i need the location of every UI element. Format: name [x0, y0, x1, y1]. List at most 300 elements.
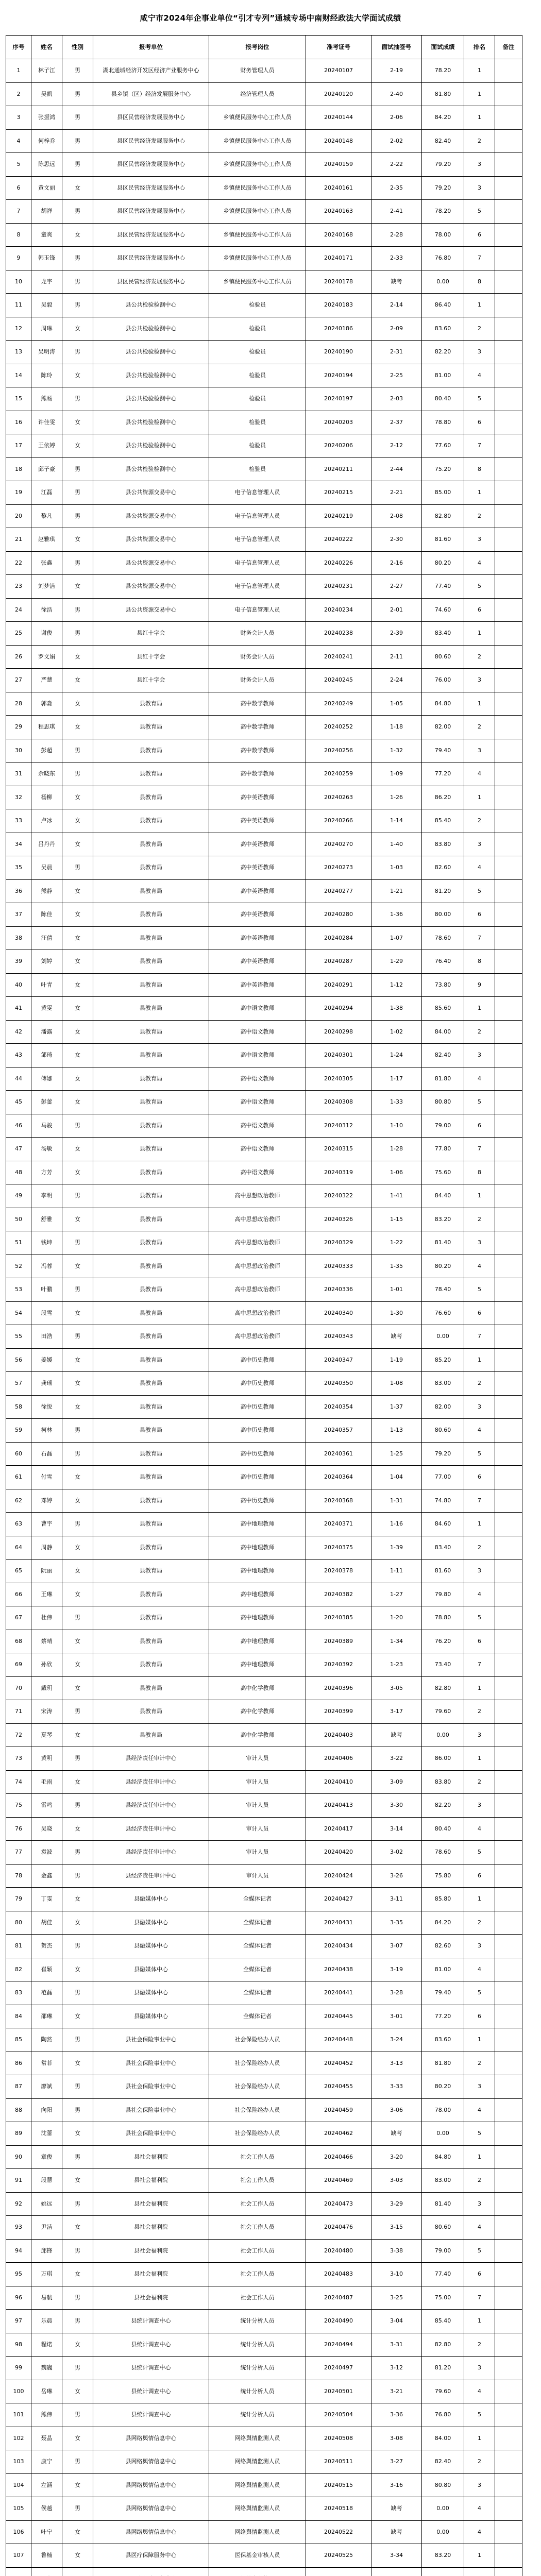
cell-draw-no: 3-08 [371, 2427, 422, 2451]
cell-score: 78.60 [422, 1841, 464, 1865]
cell-position: 审计人员 [209, 1818, 306, 1841]
cell-position: 高中历史教师 [209, 1349, 306, 1372]
cell-seq: 65 [6, 1560, 31, 1583]
cell-rank: 2 [464, 1372, 495, 1396]
cell-note [495, 83, 522, 107]
cell-name: 刘婷 [31, 950, 62, 974]
cell-seq: 101 [6, 2403, 31, 2427]
cell-score: 86.00 [422, 1747, 464, 1771]
table-row [6, 1747, 522, 1771]
cell-rank: 4 [464, 856, 495, 880]
cell-unit: 县融媒体中心 [93, 1911, 209, 1935]
cell-score: 82.40 [422, 2450, 464, 2474]
cell-gender: 女 [62, 1724, 93, 1748]
cell-score: 84.20 [422, 106, 464, 130]
cell-unit: 县教育局 [93, 809, 209, 833]
cell-name: 张振鸿 [31, 106, 62, 130]
cell-ticket-no: 20240263 [306, 786, 371, 810]
cell-note [495, 1911, 522, 1935]
cell-name: 王琳 [31, 1583, 62, 1607]
cell-draw-no: 2-19 [371, 59, 422, 83]
cell-rank: 2 [464, 716, 495, 739]
cell-seq: 11 [6, 294, 31, 317]
cell-ticket-no: 20240343 [306, 1325, 371, 1349]
cell-position: 医保基金审核人员 [209, 2544, 306, 2568]
cell-rank: 4 [464, 364, 495, 388]
cell-rank: 2 [464, 1021, 495, 1044]
cell-ticket-no: 20240294 [306, 997, 371, 1021]
cell-position: 网络舆情监测人员 [209, 2450, 306, 2474]
cell-gender: 男 [62, 2193, 93, 2216]
cell-draw-no: 1-37 [371, 1396, 422, 1419]
cell-gender: 女 [62, 646, 93, 669]
cell-unit: 县教育局 [93, 1724, 209, 1748]
cell-gender: 女 [62, 950, 93, 974]
cell-score: 74.80 [422, 1489, 464, 1513]
cell-draw-no: 1-30 [371, 1302, 422, 1326]
cell-draw-no: 3-31 [371, 2333, 422, 2357]
cell-ticket-no: 20240120 [306, 83, 371, 107]
cell-score: 78.00 [422, 2099, 464, 2123]
cell-rank: 1 [464, 1349, 495, 1372]
cell-draw-no: 3-05 [371, 1677, 422, 1701]
cell-ticket-no: 20240420 [306, 1841, 371, 1865]
cell-score: 79.40 [422, 1981, 464, 2005]
table-row [6, 2568, 522, 2576]
cell-unit: 县社会福利院 [93, 2263, 209, 2286]
cell-seq: 76 [6, 1818, 31, 1841]
table-row [6, 1865, 522, 1888]
cell-unit: 县经济责任审计中心 [93, 1771, 209, 1794]
cell-draw-no: 1-41 [371, 1184, 422, 1208]
cell-score: 78.20 [422, 200, 464, 224]
cell-note [495, 1560, 522, 1583]
cell-gender: 女 [62, 716, 93, 739]
table-row [6, 2380, 522, 2404]
cell-seq: 22 [6, 552, 31, 575]
cell-ticket-no: 20240445 [306, 2005, 371, 2029]
cell-ticket-no: 20240234 [306, 599, 371, 622]
cell-note [495, 1818, 522, 1841]
cell-name: 程思琪 [31, 716, 62, 739]
cell-gender: 男 [62, 2310, 93, 2333]
cell-position: 高中历史教师 [209, 1443, 306, 1466]
table-row [6, 1583, 522, 1607]
cell-ticket-no: 20240490 [306, 2310, 371, 2333]
cell-seq: 35 [6, 856, 31, 880]
cell-draw-no: 缺考 [371, 2497, 422, 2521]
cell-unit: 县区民营经济发展服务中心 [93, 106, 209, 130]
cell-seq: 41 [6, 997, 31, 1021]
cell-seq: 102 [6, 2427, 31, 2451]
cell-note [495, 2216, 522, 2240]
table-row [6, 1958, 522, 1982]
cell-score: 83.00 [422, 1372, 464, 1396]
cell-note [495, 1466, 522, 1489]
cell-name: 彭超 [31, 739, 62, 763]
cell-score: 80.80 [422, 2474, 464, 2498]
cell-gender: 男 [62, 2028, 93, 2052]
cell-seq: 98 [6, 2333, 31, 2357]
cell-score: 78.40 [422, 1278, 464, 1302]
cell-ticket-no: 20240241 [306, 646, 371, 669]
cell-score: 78.80 [422, 1606, 464, 1630]
table-row [6, 1818, 522, 1841]
cell-seq: 15 [6, 387, 31, 411]
cell-rank: 6 [464, 411, 495, 435]
cell-position: 社会工作人员 [209, 2193, 306, 2216]
cell-gender: 男 [62, 2450, 93, 2474]
cell-rank: 1 [464, 59, 495, 83]
cell-gender: 女 [62, 1466, 93, 1489]
cell-score: 76.40 [422, 950, 464, 974]
cell-draw-no: 1-13 [371, 1419, 422, 1443]
cell-score: 79.00 [422, 2240, 464, 2263]
cell-name: 刘梦洁 [31, 575, 62, 599]
cell-note [495, 2263, 522, 2286]
cell-score: 80.80 [422, 1091, 464, 1114]
cell-score: 80.40 [422, 387, 464, 411]
cell-seq: 84 [6, 2005, 31, 2029]
cell-draw-no: 3-16 [371, 2474, 422, 2498]
cell-name: 袁波 [31, 1841, 62, 1865]
cell-gender: 女 [62, 2544, 93, 2568]
table-row [6, 106, 522, 130]
cell-seq: 60 [6, 1443, 31, 1466]
cell-gender: 女 [62, 1888, 93, 1911]
cell-name: 叶青 [31, 974, 62, 997]
cell-note [495, 1794, 522, 1818]
cell-rank: 2 [464, 2169, 495, 2193]
cell-name: 何梓乔 [31, 130, 62, 154]
cell-note [495, 950, 522, 974]
cell-position: 审计人员 [209, 1865, 306, 1888]
cell-position: 社会工作人员 [209, 2263, 306, 2286]
table-row [6, 317, 522, 341]
cell-note [495, 1443, 522, 1466]
cell-ticket-no: 20240259 [306, 762, 371, 786]
cell-unit: 县网络舆情信息中心 [93, 2450, 209, 2474]
cell-position: 高中思想政治教师 [209, 1325, 306, 1349]
cell-rank: 4 [464, 2497, 495, 2521]
cell-note [495, 1349, 522, 1372]
cell-position: 检验员 [209, 294, 306, 317]
cell-seq: 5 [6, 153, 31, 177]
cell-score: 74.60 [422, 599, 464, 622]
cell-seq: 19 [6, 481, 31, 505]
cell-draw-no: 1-29 [371, 950, 422, 974]
cell-note [495, 2427, 522, 2451]
cell-draw-no: 1-07 [371, 927, 422, 951]
cell-gender: 女 [62, 2521, 93, 2545]
table-row [6, 1935, 522, 1958]
cell-seq: 72 [6, 1724, 31, 1748]
cell-draw-no: 3-03 [371, 2169, 422, 2193]
cell-rank: 3 [464, 2357, 495, 2380]
table-row [6, 599, 522, 622]
cell-position: 审计人员 [209, 1771, 306, 1794]
cell-gender: 男 [62, 1841, 93, 1865]
cell-name: 马骏 [31, 1114, 62, 1138]
cell-seq: 87 [6, 2075, 31, 2099]
header-draw-no: 面试抽签号 [371, 36, 422, 59]
cell-gender: 男 [62, 341, 93, 364]
cell-rank: 4 [464, 762, 495, 786]
cell-score: 78.00 [422, 224, 464, 247]
cell-note [495, 622, 522, 646]
cell-score: 84.80 [422, 692, 464, 716]
cell-score: 83.60 [422, 317, 464, 341]
cell-unit: 县社会保险事业中心 [93, 2075, 209, 2099]
cell-rank: 3 [464, 528, 495, 552]
cell-gender: 女 [62, 528, 93, 552]
cell-name: 聂晶 [31, 2427, 62, 2451]
cell-position: 全媒体记者 [209, 1958, 306, 1982]
cell-note [495, 1513, 522, 1536]
cell-gender: 男 [62, 1419, 93, 1443]
table-row [6, 458, 522, 482]
cell-seq: 50 [6, 1208, 31, 1232]
cell-rank: 1 [464, 2544, 495, 2568]
cell-draw-no: 1-21 [371, 880, 422, 904]
cell-note [495, 1630, 522, 1654]
cell-unit: 县融媒体中心 [93, 1981, 209, 2005]
cell-seq: 43 [6, 1044, 31, 1067]
cell-ticket-no: 20240375 [306, 1536, 371, 1560]
cell-rank: 6 [464, 599, 495, 622]
cell-rank: 1 [464, 106, 495, 130]
cell-score: 78.80 [422, 411, 464, 435]
cell-rank: 5 [464, 575, 495, 599]
cell-rank: 2 [464, 1208, 495, 1232]
cell-name: 姜媛 [31, 1349, 62, 1372]
table-row [6, 739, 522, 763]
cell-gender: 女 [62, 903, 93, 927]
cell-rank: 5 [464, 2403, 495, 2427]
cell-rank: 5 [464, 200, 495, 224]
cell-seq: 26 [6, 646, 31, 669]
cell-ticket-no: 20240340 [306, 1302, 371, 1326]
cell-note [495, 2240, 522, 2263]
cell-position: 网络舆情监测人员 [209, 2427, 306, 2451]
cell-position: 检验员 [209, 387, 306, 411]
cell-position: 电子信息管理人员 [209, 481, 306, 505]
cell-draw-no: 3-20 [371, 2146, 422, 2170]
cell-position: 高中思想政治教师 [209, 1184, 306, 1208]
cell-name: 胡祥 [31, 200, 62, 224]
cell-position: 统计分析人员 [209, 2380, 306, 2404]
cell-seq: 82 [6, 1958, 31, 1982]
table-row [6, 505, 522, 529]
cell-score: 85.00 [422, 481, 464, 505]
cell-ticket-no: 20240413 [306, 1794, 371, 1818]
cell-note [495, 1653, 522, 1677]
table-row [6, 2427, 522, 2451]
cell-rank: 8 [464, 950, 495, 974]
cell-name: 黄雯 [31, 997, 62, 1021]
cell-name: 熊静 [31, 880, 62, 904]
cell-gender: 男 [62, 1935, 93, 1958]
table-row [6, 2310, 522, 2333]
cell-draw-no: 1-35 [371, 1255, 422, 1279]
cell-unit: 县社会保险事业中心 [93, 2099, 209, 2123]
cell-score [422, 2568, 464, 2576]
cell-score: 78.20 [422, 59, 464, 83]
cell-note [495, 2380, 522, 2404]
cell-seq: 29 [6, 716, 31, 739]
cell-ticket-no: 20240284 [306, 927, 371, 951]
cell-score: 0.00 [422, 270, 464, 294]
cell-unit: 县网络舆情信息中心 [93, 2427, 209, 2451]
cell-note [495, 1138, 522, 1161]
table-row [6, 528, 522, 552]
cell-gender: 男 [62, 458, 93, 482]
cell-seq: 70 [6, 1677, 31, 1701]
cell-unit: 县区民营经济发展服务中心 [93, 224, 209, 247]
cell-gender: 女 [62, 1396, 93, 1419]
cell-ticket-no: 20240273 [306, 856, 371, 880]
cell-score: 85.60 [422, 997, 464, 1021]
cell-note [495, 2099, 522, 2123]
cell-gender: 男 [62, 739, 93, 763]
cell-score: 76.20 [422, 1630, 464, 1654]
cell-draw-no: 2-21 [371, 481, 422, 505]
cell-seq: 49 [6, 1184, 31, 1208]
cell-position: 社会工作人员 [209, 2169, 306, 2193]
cell-seq: 38 [6, 927, 31, 951]
cell-note [495, 2146, 522, 2170]
cell-position: 高中语文教师 [209, 1067, 306, 1091]
table-row [6, 1396, 522, 1419]
cell-ticket-no: 20240452 [306, 2052, 371, 2076]
cell-note [495, 411, 522, 435]
cell-name: 钱坤 [31, 1231, 62, 1255]
cell-position: 高中历史教师 [209, 1419, 306, 1443]
table-row [6, 200, 522, 224]
cell-name: 陶然 [31, 2028, 62, 2052]
cell-ticket-no: 20240211 [306, 458, 371, 482]
cell-note [495, 880, 522, 904]
cell-score: 82.40 [422, 130, 464, 154]
cell-position: 高中历史教师 [209, 1466, 306, 1489]
cell-note [495, 599, 522, 622]
cell-position: 电子信息管理人员 [209, 599, 306, 622]
cell-name: 廖斌 [31, 2075, 62, 2099]
cell-name: 贺杰 [31, 1935, 62, 1958]
cell-note [495, 505, 522, 529]
cell-rank [464, 2568, 495, 2576]
cell-position: 社会保险经办人员 [209, 2099, 306, 2123]
cell-gender: 男 [62, 1865, 93, 1888]
cell-rank: 6 [464, 1466, 495, 1489]
cell-gender: 女 [62, 1489, 93, 1513]
cell-name: 熊畅 [31, 387, 62, 411]
cell-note [495, 856, 522, 880]
cell-position: 乡镇便民服务中心工作人员 [209, 153, 306, 177]
cell-unit: 县教育局 [93, 1606, 209, 1630]
table-row [6, 716, 522, 739]
cell-unit: 县医疗保障服务中心 [93, 2544, 209, 2568]
cell-rank: 1 [464, 2310, 495, 2333]
table-row [6, 364, 522, 388]
cell-unit: 县社会保险事业中心 [93, 2052, 209, 2076]
cell-gender: 男 [62, 2240, 93, 2263]
cell-name: 田浩 [31, 1325, 62, 1349]
cell-draw-no: 缺考 [371, 2122, 422, 2146]
cell-seq: 8 [6, 224, 31, 247]
cell-rank: 5 [464, 2240, 495, 2263]
cell-unit: 县社会福利院 [93, 2193, 209, 2216]
cell-unit: 县教育局 [93, 1255, 209, 1279]
cell-note [495, 1935, 522, 1958]
cell-ticket-no: 20240148 [306, 130, 371, 154]
cell-seq: 32 [6, 786, 31, 810]
cell-name: 徐悦 [31, 1396, 62, 1419]
cell-gender: 男 [62, 622, 93, 646]
cell-seq: 37 [6, 903, 31, 927]
cell-draw-no: 2-30 [371, 528, 422, 552]
cell-draw-no: 1-19 [371, 1349, 422, 1372]
cell-note [495, 1044, 522, 1067]
cell-ticket-no: 20240518 [306, 2497, 371, 2521]
cell-draw-no: 2-25 [371, 364, 422, 388]
cell-gender: 女 [62, 224, 93, 247]
cell-position: 检验员 [209, 317, 306, 341]
cell-ticket-no: 20240466 [306, 2146, 371, 2170]
table-row [6, 1489, 522, 1513]
cell-draw-no: 2-40 [371, 83, 422, 107]
page-title: 咸宁市2024年企事业单位“引才专列”通城专场中南财经政法大学面试成绩 [140, 13, 401, 23]
cell-score: 73.80 [422, 974, 464, 997]
cell-name: 周琳 [31, 317, 62, 341]
cell-position: 统计分析人员 [209, 2310, 306, 2333]
cell-rank: 2 [464, 1911, 495, 1935]
cell-draw-no: 1-26 [371, 786, 422, 810]
cell-name: 邹琦 [31, 1044, 62, 1067]
cell-unit: 县公共检验检测中心 [93, 434, 209, 458]
cell-name: 章俊 [31, 2146, 62, 2170]
table-row [6, 646, 522, 669]
cell-rank: 3 [464, 153, 495, 177]
cell-rank: 9 [464, 974, 495, 997]
cell-unit: 县网络舆情信息中心 [93, 2497, 209, 2521]
cell-name: 周静 [31, 1536, 62, 1560]
cell-note [495, 247, 522, 270]
cell-name: 程诺 [31, 2333, 62, 2357]
cell-draw-no: 1-05 [371, 692, 422, 716]
cell-name: 曹宇 [31, 1513, 62, 1536]
cell-unit: 县教育局 [93, 927, 209, 951]
table-row [6, 411, 522, 435]
cell-rank: 7 [464, 927, 495, 951]
cell-rank: 3 [464, 1794, 495, 1818]
cell-position: 检验员 [209, 411, 306, 435]
cell-gender: 男 [62, 856, 93, 880]
cell-rank: 3 [464, 341, 495, 364]
table-row [6, 833, 522, 857]
cell-name: 阮丽 [31, 1560, 62, 1583]
cell-draw-no: 1-27 [371, 1583, 422, 1607]
cell-ticket-no: 20240249 [306, 692, 371, 716]
cell-note [495, 762, 522, 786]
cell-rank: 2 [464, 2333, 495, 2357]
cell-rank: 6 [464, 1630, 495, 1654]
cell-note [495, 270, 522, 294]
cell-gender: 男 [62, 247, 93, 270]
cell-name: 黄文丽 [31, 177, 62, 200]
cell-draw-no: 2-39 [371, 622, 422, 646]
cell-seq: 14 [6, 364, 31, 388]
